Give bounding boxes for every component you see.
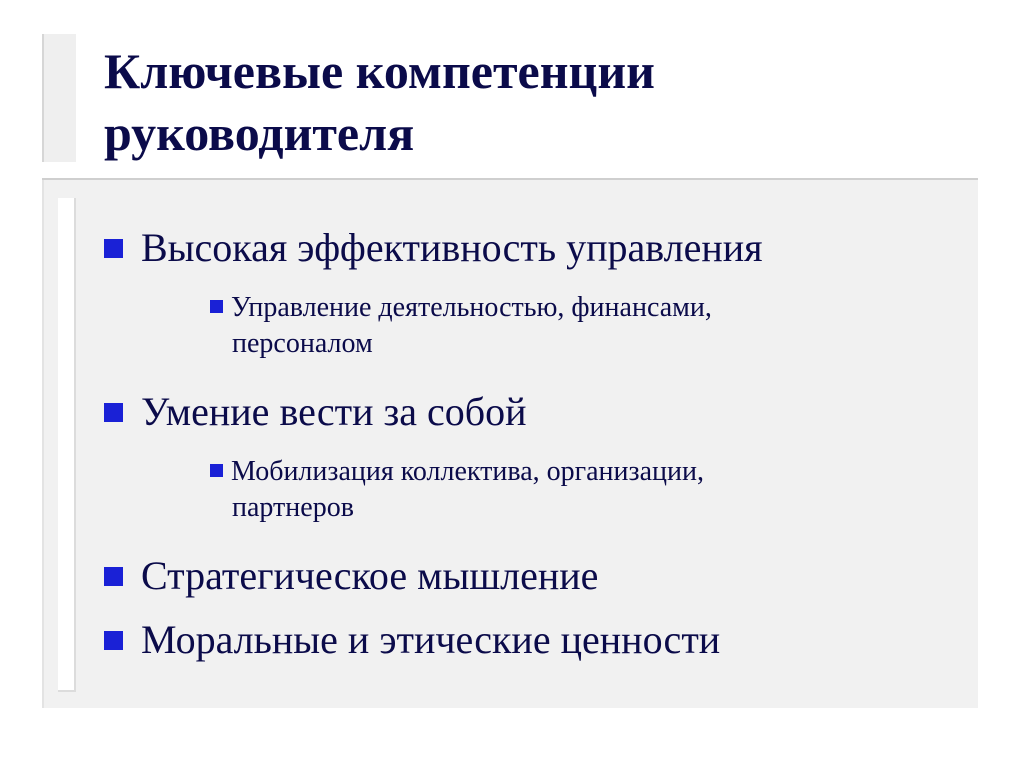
sub-bullet-line-1: Управление деятельностью, финансами, [231,292,712,323]
bullet-item-4 [104,618,720,662]
bullet-text: Умение вести за собой [141,389,527,434]
bullet-item-2 [104,390,527,434]
small-square-bullet-icon [210,464,223,477]
square-bullet-icon [104,403,123,422]
square-bullet-icon [104,239,123,258]
slide-title-line-1: Ключевые компетенции [104,43,655,99]
bullet-text: Высокая эффективность управления [141,225,763,270]
sub-bullet-item-2 [210,454,950,526]
slide-title-line-2: руководителя [104,105,415,161]
sub-bullet-item-1 [210,290,950,362]
bullet-item-3 [104,554,598,598]
bullet-item-1 [104,226,763,270]
bullet-text: Стратегическое мышление [141,553,599,598]
square-bullet-icon [104,631,123,650]
sub-bullet-line-2: персоналом [232,328,373,359]
small-square-bullet-icon [210,300,223,313]
sub-bullet-line-2: партнеров [232,492,354,523]
bullet-text: Моральные и этические ценности [141,617,721,662]
sub-bullet-line-1: Мобилизация коллектива, организации, [231,456,704,487]
square-bullet-icon [104,567,123,586]
